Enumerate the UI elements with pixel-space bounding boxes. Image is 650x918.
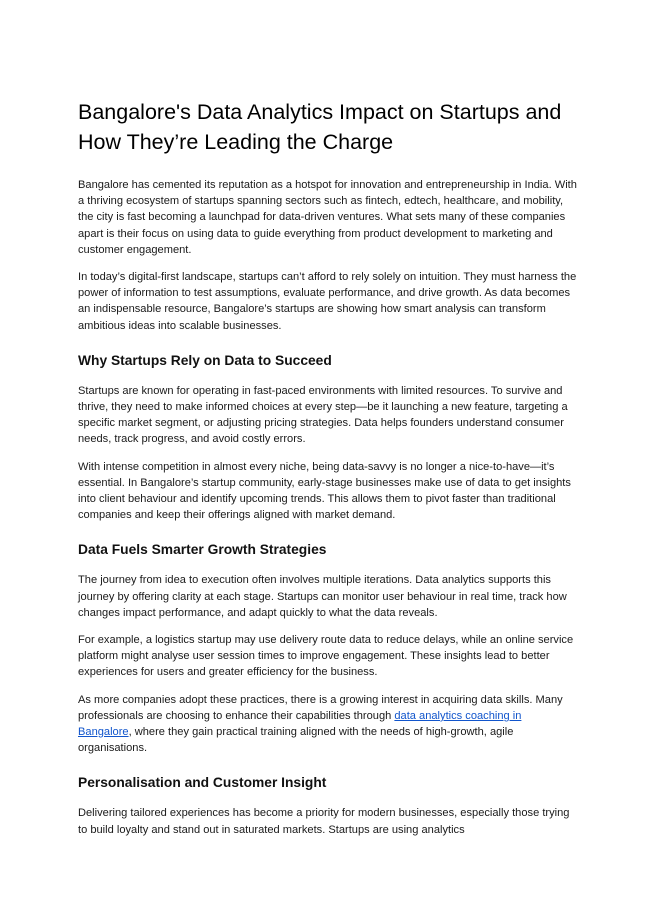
data-analytics-coaching-link[interactable]: data analytics coaching in Bangalore: [78, 709, 522, 739]
section2-paragraph-1: The journey from idea to execution often involves multiple iterations. Data analytics supports this journey by offering clarity at each stage. Startups can monitor user behaviour in real time, track how changes impact performance, and adapt quickly to what the data reveals.: [78, 574, 567, 619]
section-heading-why-startups: Why Startups Rely on Data to Succeed: [78, 352, 332, 368]
link-paragraph-before: As more companies adopt these practices, there is a growing interest in acquiring data skills. Many professionals are choosing to enhance their capabilities through: [78, 693, 563, 722]
link-paragraph-after: , where they gain practical training aligned with the needs of high-growth, agile organisations.: [78, 726, 514, 755]
section2-paragraph-2: For example, a logistics startup may use delivery route data to reduce delays, while an online service platform might analyse user session times to improve engagement. These insights lead to better experiences for users and greater efficiency for the business.: [78, 634, 574, 679]
section3-paragraph-1: Delivering tailored experiences has become a priority for modern businesses, especially those trying to build loyalty and stand out in saturated markets. Startups are using analytics: [78, 807, 570, 836]
section-heading-growth-strategies: Data Fuels Smarter Growth Strategies: [78, 542, 327, 558]
section-heading-personalisation: Personalisation and Customer Insight: [78, 775, 327, 791]
intro-paragraph-1: Bangalore has cemented its reputation as a hotspot for innovation and entrepreneurship in India. With a thriving ecosystem of startups spanning sectors such as fintech, edtech, healthcare, and mobility, the city is fast becoming a launchpad for data-driven ventures. What sets many of these companies apart is their focus on using data to guide everything from product development to marketing and customer engagement.: [78, 179, 577, 256]
document-body: [78, 97, 578, 838]
section1-paragraph-2: With intense competition in almost every niche, being data-savvy is no longer a nice-to-have—it’s essential. In Bangalore’s startup community, early-stage businesses make use of data to get insights into client behaviour and identify upcoming trends. This allows them to pivot faster than traditional companies and keep their offerings aligned with market demand.: [78, 460, 571, 522]
section2-paragraph-3: [78, 692, 578, 757]
article-title: Bangalore's Data Analytics Impact on Startups and How They’re Leading the Charge: [78, 100, 562, 154]
intro-paragraph-2: In today’s digital-first landscape, startups can’t afford to rely solely on intuition. They must harness the power of information to test assumptions, evaluate performance, and drive growth. As data becomes an indispensable resource, Bangalore’s startups are showing how smart analysis can transform ambitious ideas into scalable businesses.: [78, 271, 577, 332]
section1-paragraph-1: Startups are known for operating in fast-paced environments with limited resources. To survive and thrive, they need to make informed choices at every step—be it launching a new feature, targeting a specific market segment, or adjusting pricing strategies. Data helps founders understand consumer needs, track progress, and avoid costly errors.: [78, 384, 568, 446]
